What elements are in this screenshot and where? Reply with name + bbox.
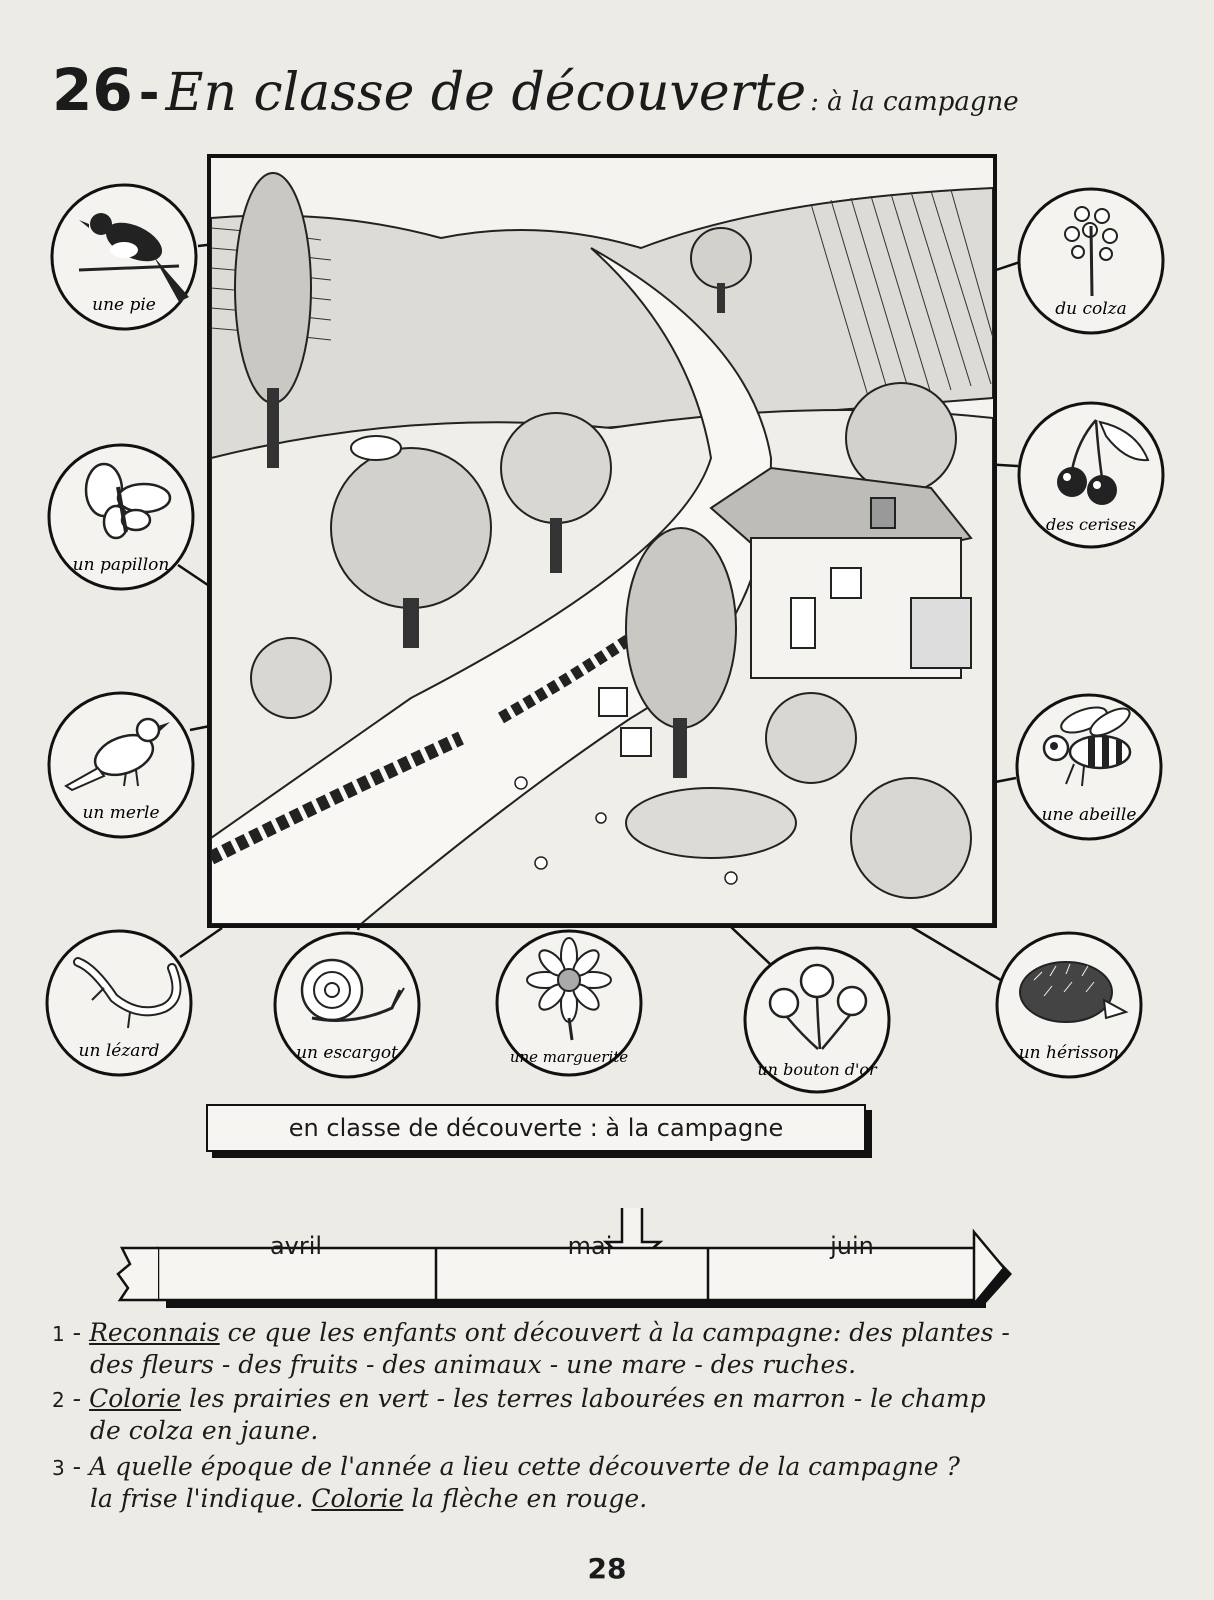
instruction-2-text: les prairies en vert - les terres labourées en marron - le champ — [181, 1384, 986, 1413]
page-title — [52, 56, 1019, 146]
lesson-title: En classe de découverte — [165, 63, 807, 123]
item-lizard — [44, 928, 194, 1078]
instruction-2-number: 2 — [52, 1388, 65, 1412]
daisy-icon — [494, 928, 644, 1078]
title-separator: - — [138, 64, 160, 122]
butterfly-label: un papillon — [72, 555, 170, 575]
item-daisy — [494, 928, 644, 1078]
item-cherries — [1016, 400, 1166, 550]
instruction-3-continued — [90, 1484, 647, 1513]
buttercup-icon — [742, 945, 892, 1095]
snail-icon — [272, 930, 422, 1080]
magpie-icon — [49, 182, 199, 332]
instruction-3-text: A quelle époque de l'année a lieu cette découverte de la campagne ? — [89, 1452, 960, 1481]
month-june: juin — [830, 1232, 874, 1260]
item-buttercup — [742, 945, 892, 1095]
instruction-3-cont-post: la flèche en rouge. — [403, 1484, 648, 1513]
butterfly-icon — [46, 442, 196, 592]
instruction-2-continued: de colza en jaune. — [90, 1416, 319, 1445]
instruction-1-text: ce que les enfants ont découvert à la campagne: des plantes - — [219, 1318, 1010, 1347]
theme-banner: en classe de découverte : à la campagne — [206, 1104, 866, 1152]
item-bee — [1014, 692, 1164, 842]
instruction-3: 3 - A quelle époque de l'année a lieu cette découverte de la campagne ? — [52, 1452, 960, 1481]
countryside-illustration — [207, 154, 997, 928]
cherries-icon — [1016, 400, 1166, 550]
landscape-drawing — [211, 158, 993, 924]
instruction-1-verb: Reconnais — [89, 1318, 220, 1347]
item-blackbird — [46, 690, 196, 840]
lizard-icon — [44, 928, 194, 1078]
lizard-label: un lézard — [78, 1041, 160, 1061]
hedgehog-icon — [994, 930, 1144, 1080]
snail-label: un escargot — [296, 1043, 398, 1063]
blackbird-label: un merle — [82, 803, 160, 823]
item-hedgehog — [994, 930, 1144, 1080]
instruction-2: 2 - Colorie les prairies en vert - les terres labourées en marron - le champ — [52, 1384, 986, 1413]
cherries-label: des cerises — [1045, 515, 1137, 534]
instruction-1: 1 - Reconnais ce que les enfants ont découvert à la campagne: des plantes - — [52, 1318, 1010, 1347]
bee-icon — [1014, 692, 1164, 842]
item-snail — [272, 930, 422, 1080]
item-butterfly — [46, 442, 196, 592]
buttercup-label: un bouton d'or — [757, 1060, 877, 1079]
instruction-3-number: 3 — [52, 1456, 65, 1480]
item-magpie — [49, 182, 199, 332]
rapeseed-icon — [1016, 186, 1166, 336]
instruction-1-number: 1 — [52, 1322, 65, 1346]
daisy-label: une marguerite — [509, 1048, 629, 1066]
bee-label: une abeille — [1041, 805, 1137, 825]
month-april: avril — [269, 1232, 323, 1260]
instruction-1-continued: des fleurs - des fruits - des animaux - une mare - des ruches. — [90, 1350, 857, 1379]
month-may: mai — [567, 1232, 613, 1260]
instruction-2-verb: Colorie — [89, 1384, 182, 1413]
item-rapeseed — [1016, 186, 1166, 336]
lesson-number: 26 — [52, 56, 133, 124]
instruction-3-cont-pre: la frise l'indique. — [90, 1484, 312, 1513]
hedgehog-label: un hérisson — [1018, 1043, 1120, 1063]
instruction-3-verb: Colorie — [311, 1484, 404, 1513]
page-number: 28 — [587, 1552, 627, 1585]
magpie-label: une pie — [92, 295, 156, 315]
blackbird-icon — [46, 690, 196, 840]
lesson-subtitle: : à la campagne — [810, 87, 1019, 117]
rapeseed-label: du colza — [1055, 299, 1127, 319]
